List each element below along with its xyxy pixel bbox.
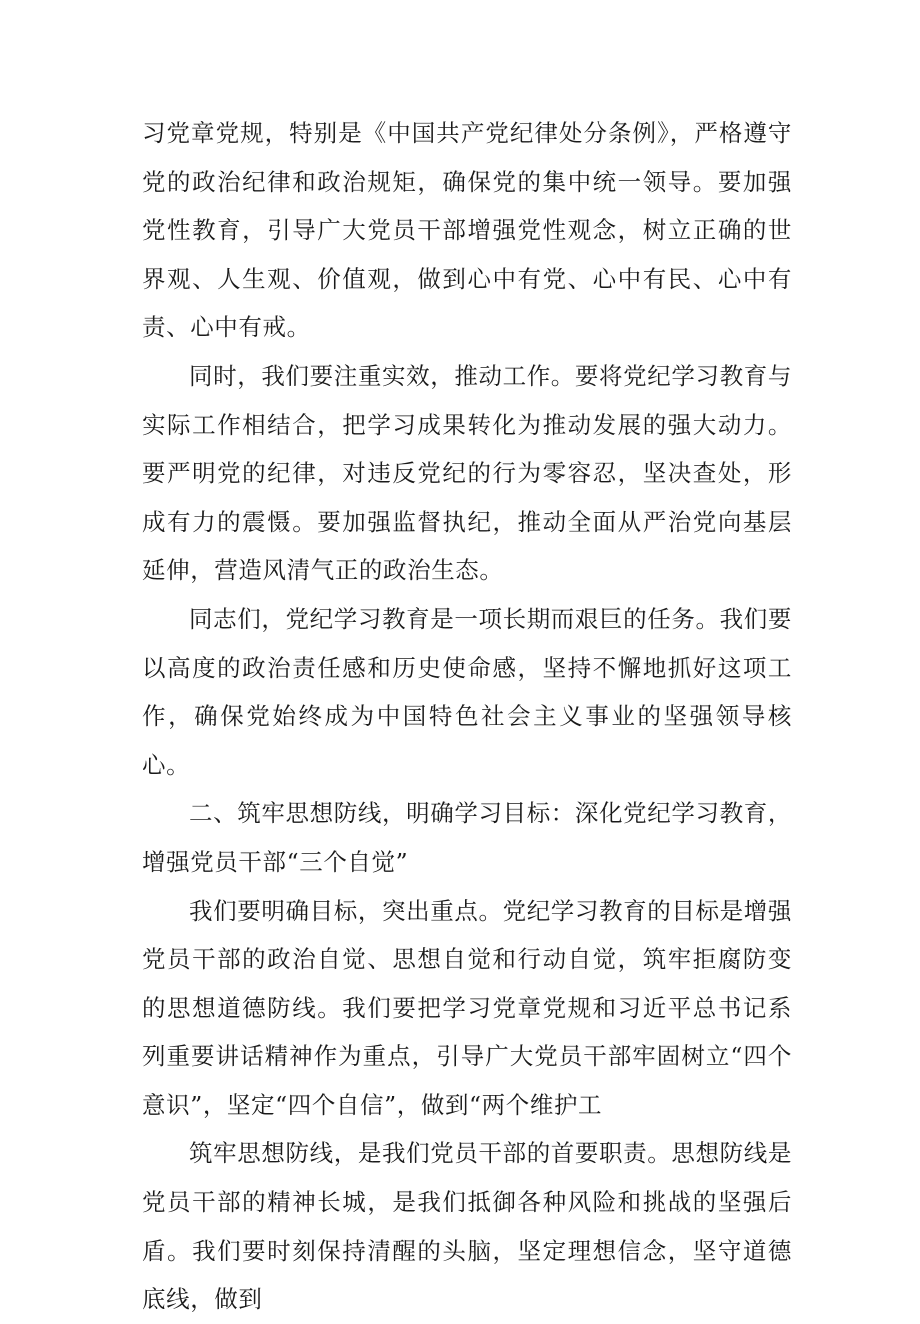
- paragraph-goals: 我们要明确目标，突出重点。党纪学习教育的目标是增强党员干部的政治自觉、思想自觉和行动自觉，筑牢拒腐防变的思想道德防线。我们要把学习党章党规和习近平总书记系列重要讲话精神作为重点，引导广大党员干部牢固树立“四个意识”，坚定“四个自信”，做到“两个维护工: [142, 896, 792, 1119]
- paragraph-comrades: 同志们，党纪学习教育是一项长期而艰巨的任务。我们要以高度的政治责任感和历史使命感，坚持不懈地抓好这项工作，确保党始终成为中国特色社会主义事业的坚强领导核心。: [142, 604, 792, 779]
- paragraph-continuation: 习党章党规，特别是《中国共产党纪律处分条例》，严格遵守党的政治纪律和政治规矩，确保党的集中统一领导。要加强党性教育，引导广大党员干部增强党性观念，树立正确的世界观、人生观、价值观，做到心中有党、心中有民、心中有责、心中有戒。: [142, 119, 792, 342]
- section-heading: 二、筑牢思想防线，明确学习目标：深化党纪学习教育，增强党员干部“三个自觉”: [142, 799, 792, 876]
- paragraph-ideological-defense: 筑牢思想防线，是我们党员干部的首要职责。思想防线是党员干部的精神长城，是我们抵御各种风险和挑战的坚强后盾。我们要时刻保持清醒的头脑，坚定理想信念，坚守道德底线，做到: [142, 1139, 792, 1314]
- document-body: [142, 109, 792, 1324]
- paragraph-implementation: 同时，我们要注重实效，推动工作。要将党纪学习教育与实际工作相结合，把学习成果转化为推动发展的强大动力。要严明党的纪律，对违反党纪的行为零容忍，坚决查处，形成有力的震慑。要加强监督执纪，推动全面从严治党向基层延伸，营造风清气正的政治生态。: [142, 361, 792, 585]
